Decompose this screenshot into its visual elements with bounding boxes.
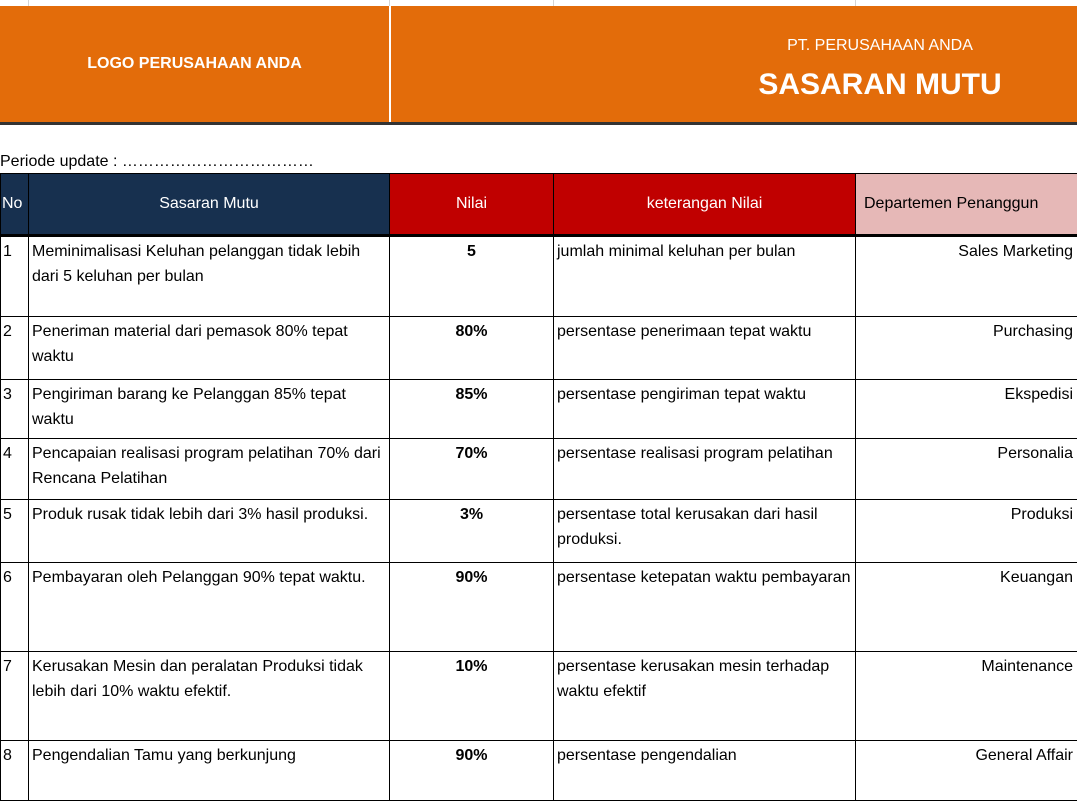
row-keterangan[interactable]: persentase kerusakan mesin terhadap waktu efektif [554,652,856,741]
row-sasaran[interactable]: Pengiriman barang ke Pelanggan 85% tepat waktu [29,380,390,439]
banner-double-underline [0,124,1077,125]
row-departemen[interactable]: Produksi [856,500,1077,563]
company-name: PT. PERUSAHAAN ANDA [700,37,1060,55]
row-keterangan[interactable]: persentase pengiriman tepat waktu [554,380,856,439]
header-banner [0,6,1077,124]
row-sasaran[interactable]: Pembayaran oleh Pelanggan 90% tepat waktu. [29,563,390,652]
period-update-label: Periode update : ……………………………… [0,153,314,171]
logo-placeholder: LOGO PERUSAHAAN ANDA [0,6,389,122]
row-departemen[interactable]: Maintenance [856,652,1077,741]
row-sasaran[interactable]: Peneriman material dari pemasok 80% tepat waktu [29,317,390,380]
header-sasaran-mutu[interactable]: Sasaran Mutu [29,174,390,236]
row-number[interactable]: 6 [1,563,29,652]
row-nilai[interactable]: 90% [390,563,554,652]
document-title: SASARAN MUTU [700,68,1060,102]
row-departemen[interactable]: Sales Marketing [856,236,1077,317]
row-departemen[interactable]: General Affair [856,741,1077,801]
row-keterangan[interactable]: persentase pengendalian [554,741,856,801]
table-row [1,317,1077,380]
row-nilai[interactable]: 3% [390,500,554,563]
row-keterangan[interactable]: persentase realisasi program pelatihan [554,439,856,500]
row-sasaran[interactable]: Pengendalian Tamu yang berkunjung [29,741,390,801]
row-nilai[interactable]: 80% [390,317,554,380]
row-nilai[interactable]: 70% [390,439,554,500]
header-keterangan-nilai[interactable]: keterangan Nilai [554,174,856,236]
row-sasaran[interactable]: Meminimalisasi Keluhan pelanggan tidak lebih dari 5 keluhan per bulan [29,236,390,317]
row-keterangan[interactable]: jumlah minimal keluhan per bulan [554,236,856,317]
table-row [1,741,1077,801]
row-departemen[interactable]: Keuangan [856,563,1077,652]
row-sasaran[interactable]: Produk rusak tidak lebih dari 3% hasil produksi. [29,500,390,563]
row-keterangan[interactable]: persentase ketepatan waktu pembayaran [554,563,856,652]
table-row [1,380,1077,439]
row-sasaran[interactable]: Pencapaian realisasi program pelatihan 70% dari Rencana Pelatihan [29,439,390,500]
row-keterangan[interactable]: persentase total kerusakan dari hasil produksi. [554,500,856,563]
table-header-row [1,174,1077,236]
row-number[interactable]: 1 [1,236,29,317]
row-nilai[interactable]: 10% [390,652,554,741]
row-number[interactable]: 3 [1,380,29,439]
quality-objectives-table [0,173,1077,801]
row-departemen[interactable]: Personalia [856,439,1077,500]
row-departemen[interactable]: Ekspedisi [856,380,1077,439]
header-departemen[interactable]: Departemen Penanggun [856,174,1077,236]
row-nilai[interactable]: 90% [390,741,554,801]
row-number[interactable]: 5 [1,500,29,563]
table-row [1,652,1077,741]
table-row [1,500,1077,563]
row-keterangan[interactable]: persentase penerimaan tepat waktu [554,317,856,380]
table-row [1,563,1077,652]
header-nilai[interactable]: Nilai [390,174,554,236]
row-number[interactable]: 2 [1,317,29,380]
table-row [1,439,1077,500]
row-nilai[interactable]: 85% [390,380,554,439]
banner-divider [389,6,391,122]
row-nilai[interactable]: 5 [390,236,554,317]
row-number[interactable]: 4 [1,439,29,500]
row-departemen[interactable]: Purchasing [856,317,1077,380]
header-no[interactable]: No [1,174,29,236]
table-row [1,236,1077,317]
row-sasaran[interactable]: Kerusakan Mesin dan peralatan Produksi tidak lebih dari 10% waktu efektif. [29,652,390,741]
row-number[interactable]: 8 [1,741,29,801]
row-number[interactable]: 7 [1,652,29,741]
